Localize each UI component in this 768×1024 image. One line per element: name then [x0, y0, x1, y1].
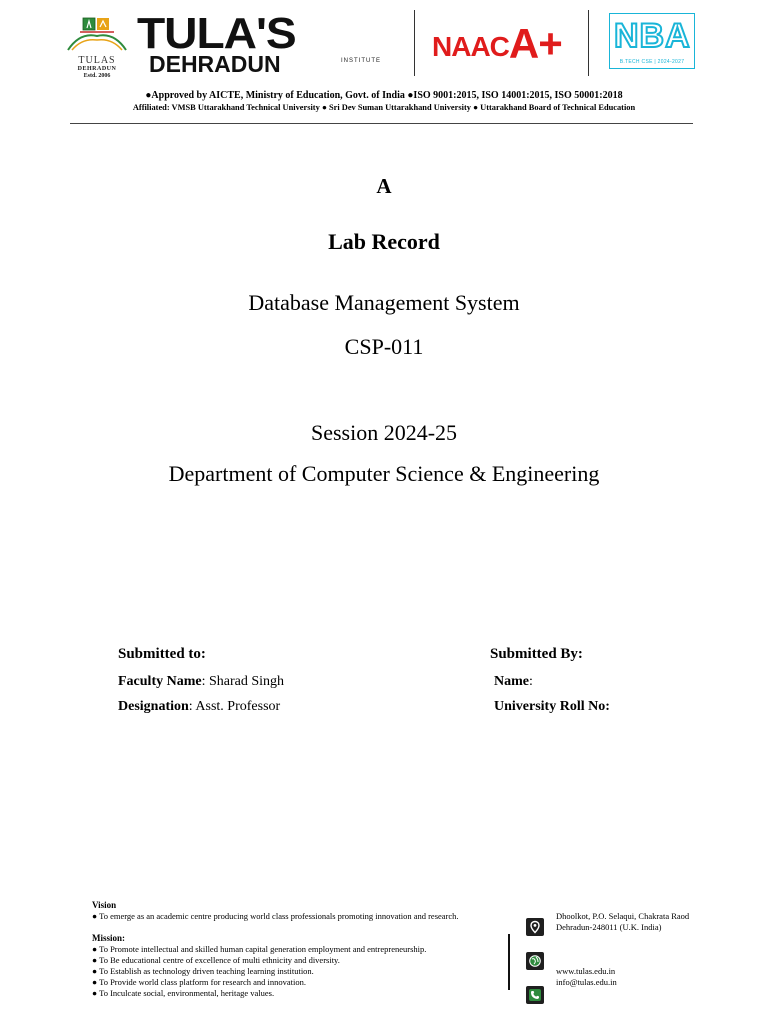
title-article: A [376, 174, 392, 198]
phone-icon [526, 986, 544, 1004]
emblem-icon [62, 14, 132, 54]
submitted-to-heading: Submitted to: [118, 646, 206, 662]
mission-item: ● To Be educational centre of excellence of multi ethnicity and diversity. [92, 955, 340, 965]
tulas-emblem-logo [62, 14, 132, 79]
naac-grade: A+ [508, 20, 562, 67]
address-line: Dhoolkot, P.O. Selaqui, Chakrata Raod [556, 911, 690, 921]
mission-item: ● To Inculcate social, environmental, heritage values. [92, 988, 275, 998]
footer-spacer [92, 922, 504, 933]
emblem-name: TULAS [78, 55, 116, 66]
title-lab-record: Lab Record [328, 229, 440, 254]
designation-label: Designation [118, 699, 189, 714]
faculty-row [118, 674, 284, 690]
name-value: : [529, 674, 533, 689]
footer-divider [508, 934, 510, 990]
mission-item: ● To Provide world class platform for research and innovation. [92, 977, 306, 987]
brand-tag: INSTITUTE [341, 58, 381, 64]
subject-name: Database Management System [248, 290, 520, 315]
nba-logo [609, 13, 695, 69]
session: Session 2024-25 [310, 420, 458, 445]
address-line: Dehradun-248011 (U.K. India) [556, 922, 662, 932]
faculty-label: Faculty Name [118, 674, 202, 689]
emblem-estd: Estd. 2006 [83, 73, 111, 79]
brand-subtitle: DEHRADUN [149, 51, 281, 77]
nba-caption: B.TECH CSE | 2024-2027 [619, 59, 685, 65]
email-link[interactable]: info@tulas.edu.in [556, 977, 617, 987]
naac-logo [432, 20, 562, 67]
header-rule [70, 123, 693, 124]
designation-row [118, 699, 280, 715]
roll-row [494, 699, 610, 715]
name-row [494, 674, 533, 690]
affiliation-line: Affiliated: VMSB Uttarakhand Technical University ● Sri Dev Suman Uttarakhand University ● Uttarakhand Board of Technical Education [132, 103, 636, 112]
vision-mission-block [92, 900, 504, 999]
mission-item: ● To Establish as technology driven teaching learning institution. [92, 966, 314, 976]
location-icon [526, 918, 544, 936]
mission-item: ● To Promote intellectual and skilled human capital generation employment and entrepreneurship. [92, 944, 427, 954]
header-divider [414, 10, 415, 76]
designation-value: : Asst. Professor [188, 699, 281, 714]
name-label: Name [494, 674, 529, 689]
vision-heading: Vision [92, 900, 117, 910]
faculty-value: : Sharad Singh [201, 674, 285, 689]
naac-text: NAAC [432, 31, 509, 62]
nba-text: NBA [614, 17, 691, 55]
roll-label: University Roll No: [494, 699, 610, 714]
mission-heading: Mission: [92, 933, 126, 943]
approval-line: ●Approved by AICTE, Ministry of Education, Govt. of India ●ISO 9001:2015, ISO 14001:2015, ISO 50001:2018 [145, 90, 623, 101]
submitted-by-heading: Submitted By: [490, 646, 583, 662]
website-link[interactable]: www.tulas.edu.in [556, 966, 616, 976]
globe-icon [526, 952, 544, 970]
address-block [556, 911, 689, 933]
brand-title: TULA'S [137, 9, 296, 58]
header-divider [588, 10, 589, 76]
vision-item: ● To emerge as an academic centre producing world class professionals promoting innovation and research. [92, 911, 459, 921]
subject-code: CSP-011 [344, 334, 424, 359]
web-contact-block [556, 966, 617, 988]
emblem-city: DEHRADUN [77, 66, 117, 72]
department: Department of Computer Science & Engineering [168, 461, 600, 486]
